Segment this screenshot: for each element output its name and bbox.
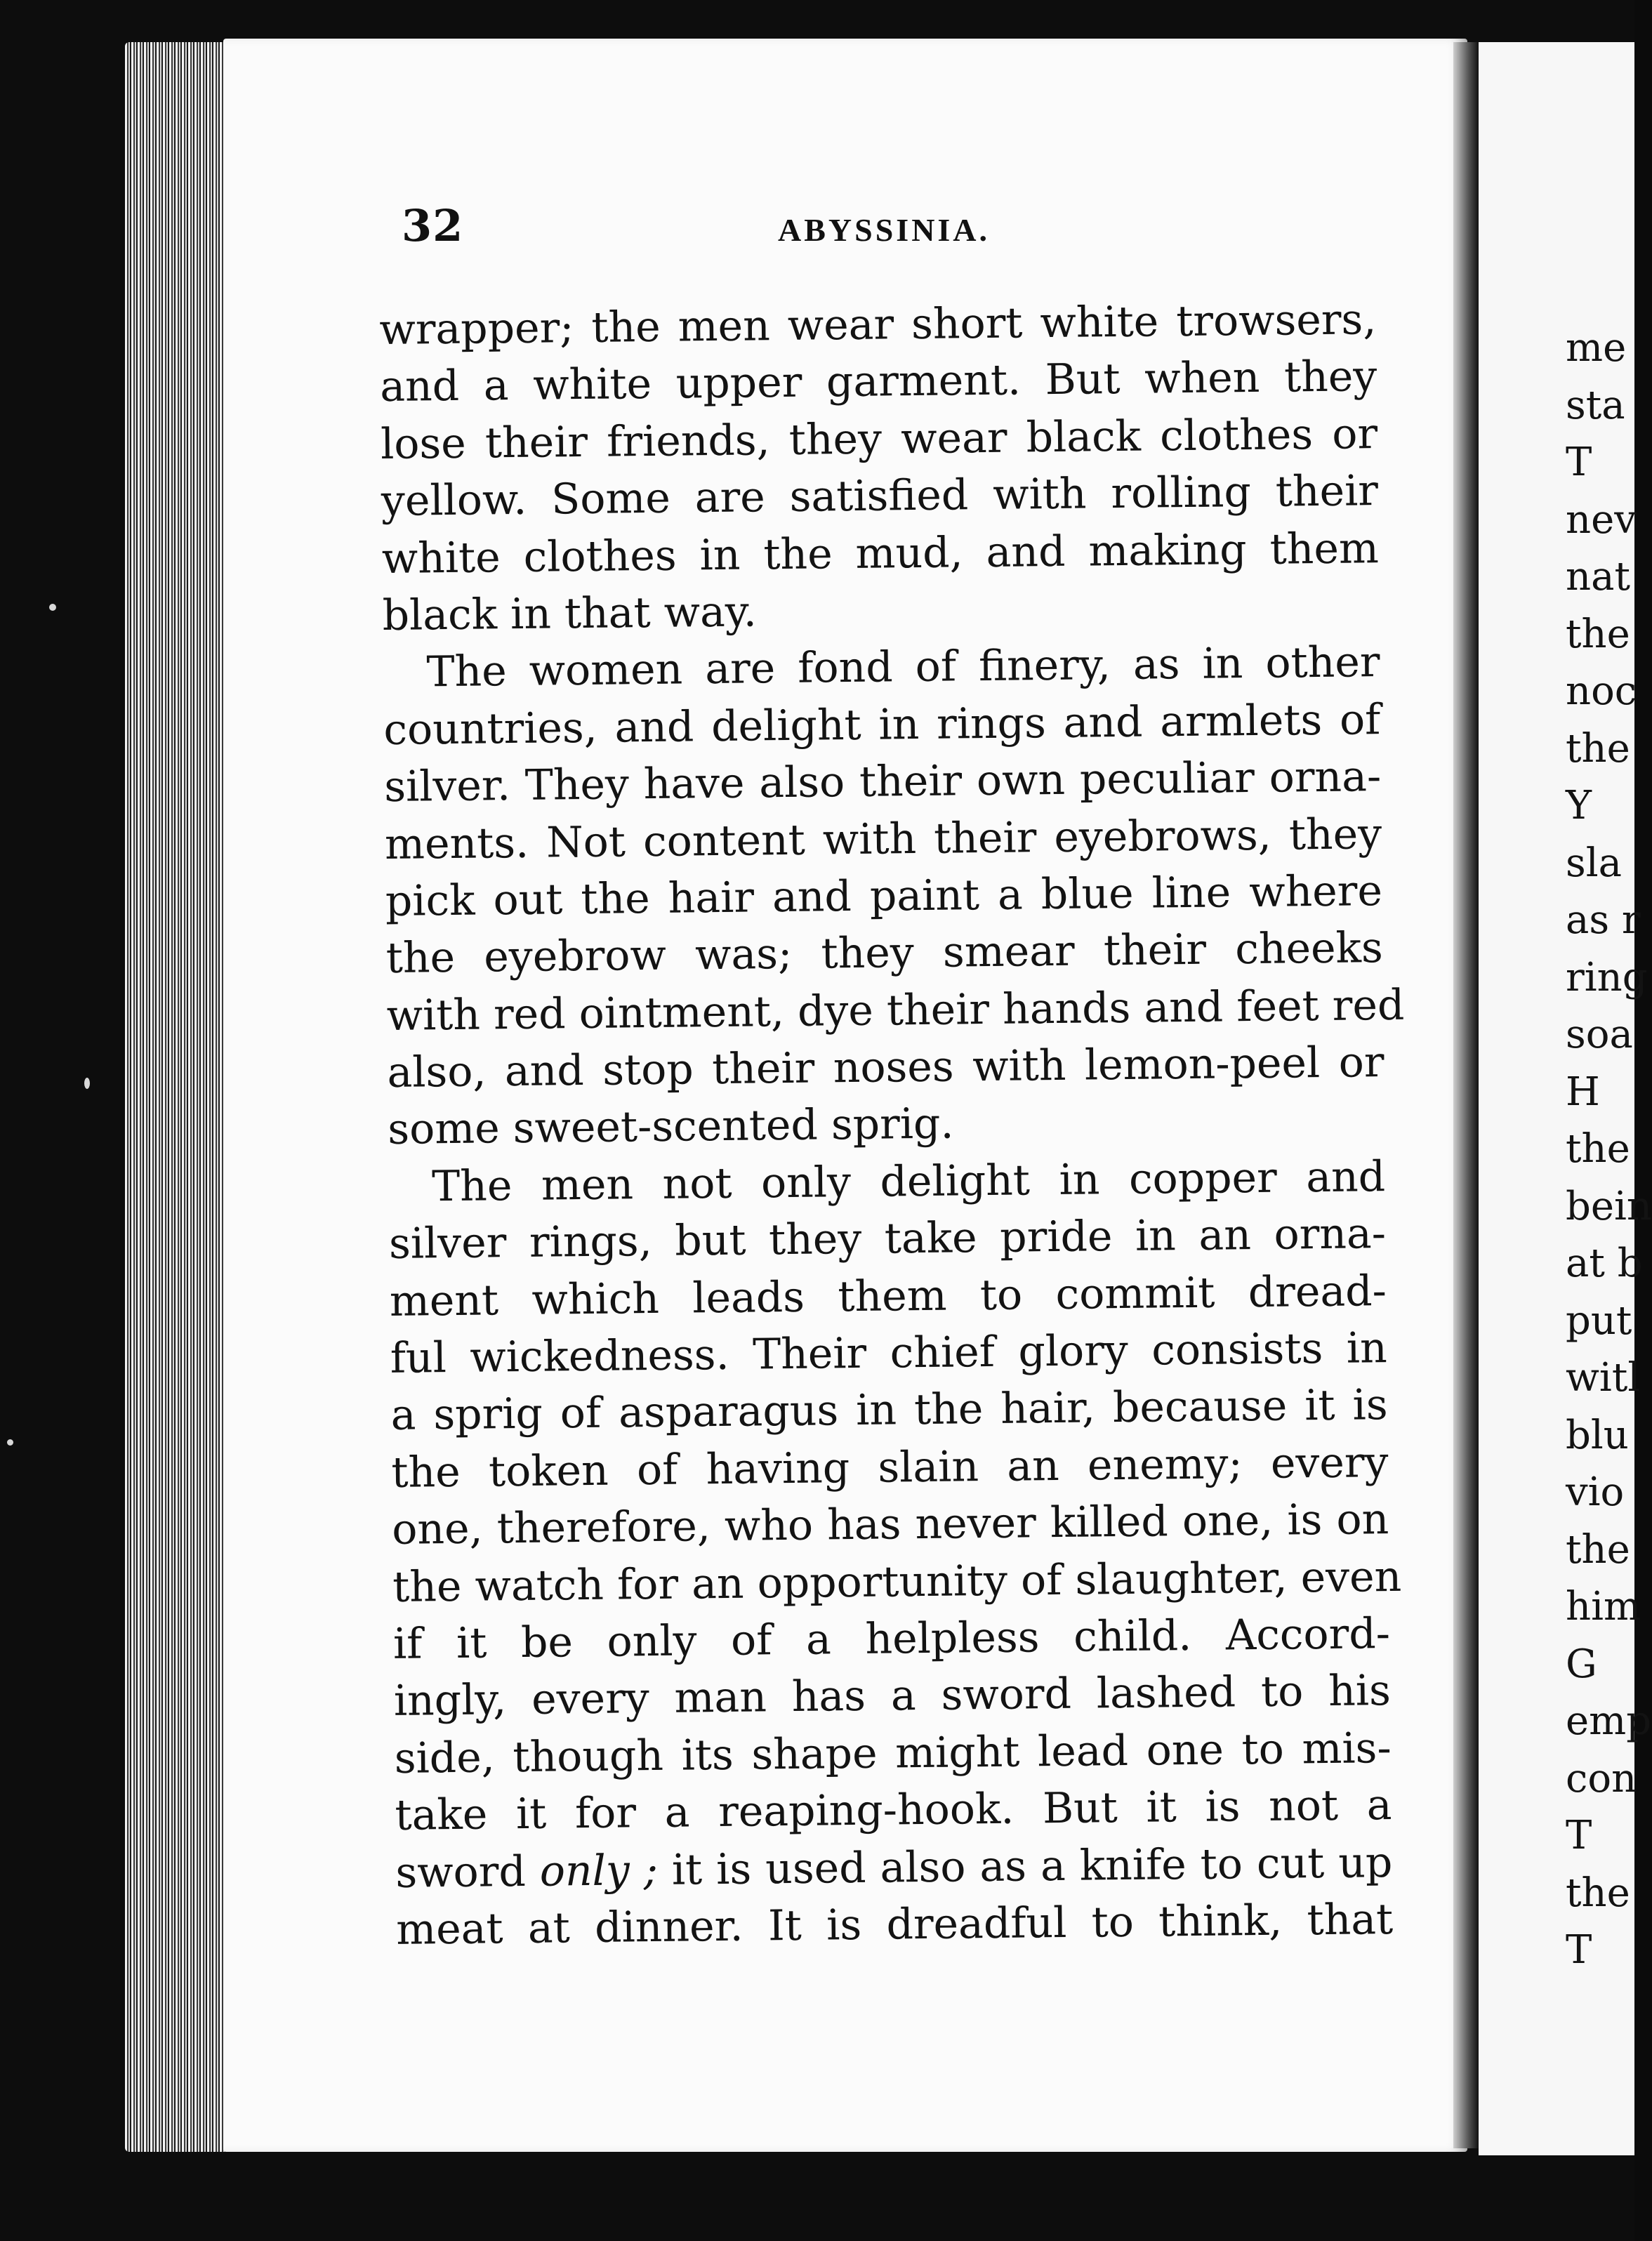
italic-text-run: only ;: [539, 1845, 659, 1896]
text-run: sword: [395, 1846, 541, 1898]
facing-page-fragment: nev: [1566, 496, 1637, 543]
facing-page-fragment: put: [1566, 1297, 1632, 1344]
text-line: meat at dinner. It is dreadful to think, that: [395, 1894, 1394, 1955]
text-run: it is used also as a knife to cut up: [657, 1837, 1393, 1895]
facing-page-fragment: bein: [1566, 1183, 1652, 1229]
text-line: ments. Not content with their eyebrows, they: [384, 809, 1382, 869]
facing-page-fragment: T: [1566, 1927, 1592, 1973]
text-line: lose their friends, they wear black clothes or: [380, 409, 1378, 469]
facing-page-fragment: H: [1566, 1069, 1600, 1115]
text-line: pick out the hair and paint a blue line where: [385, 866, 1383, 926]
text-line: black in that way.: [382, 587, 758, 640]
text-line: The men not only delight in copper and: [431, 1151, 1386, 1212]
facing-page-fragment: emp: [1566, 1698, 1652, 1744]
facing-page-fragment: him: [1566, 1584, 1641, 1629]
text-line: [395, 1835, 1393, 1902]
text-line: white clothes in the mud, and making them: [381, 523, 1380, 583]
text-line: also, and stop their noses with lemon-peel or: [387, 1038, 1385, 1098]
facing-page-fragment: blu: [1566, 1412, 1629, 1458]
text-line: silver rings, but they take pride in an orna-: [388, 1209, 1387, 1269]
facing-page-fragment: witl: [1566, 1355, 1641, 1401]
text-line: with red ointment, dye their hands and feet red: [386, 980, 1405, 1040]
body-text: [379, 291, 1405, 1959]
text-line: the watch for an opportunity of slaughter, even: [392, 1552, 1402, 1612]
text-line: a sprig of asparagus in the hair, because it is: [390, 1380, 1388, 1441]
scan-speck: [7, 1439, 13, 1446]
text-line: take it for a reaping-hook. But it is not a: [395, 1780, 1392, 1841]
running-head: [402, 200, 1441, 256]
scan-speck: [84, 1078, 90, 1089]
text-line: yellow. Some are satisfied with rolling their: [381, 466, 1379, 527]
text-line: ment which leads them to commit dread-: [389, 1266, 1387, 1326]
facing-page-fragment: the: [1566, 611, 1630, 657]
text-line: one, therefore, who has never killed one, is on: [391, 1495, 1389, 1555]
facing-page-fragment: as r: [1566, 897, 1641, 943]
facing-page-fragment: con: [1566, 1755, 1637, 1802]
page-number: 32: [402, 200, 464, 251]
text-line: countries, and delight in rings and armlets of: [383, 694, 1381, 755]
facing-page-fragment: T: [1566, 1813, 1592, 1858]
text-line: wrapper; the men wear short white trowsers,: [379, 295, 1377, 355]
facing-page-fragment: the: [1566, 1526, 1630, 1573]
text-line: ingly, every man has a sword lashed to his: [393, 1666, 1392, 1726]
text-line: side, though its shape might lead one to mis-: [394, 1723, 1392, 1783]
text-line: The women are fond of finery, as in other: [426, 637, 1380, 697]
facing-page-fragment: the: [1566, 1126, 1630, 1172]
text-line: the eyebrow was; they smear their cheeks: [385, 923, 1384, 984]
facing-page-fragment: Y: [1566, 783, 1592, 828]
running-title: ABYSSINIA.: [778, 212, 991, 248]
text-line: and a white upper garment. But when they: [379, 352, 1377, 412]
text-line: if it be only of a helpless child. Accord-: [392, 1609, 1391, 1669]
scan-speck: [49, 604, 56, 611]
facing-page-fragment: me: [1566, 325, 1627, 371]
facing-page-fragment: sta: [1566, 382, 1625, 428]
facing-page-text: [1566, 319, 1652, 1979]
text-line: silver. They have also their own peculiar orna-: [383, 752, 1382, 812]
book-page-edges: [125, 42, 230, 2152]
facing-page-fragment: ring: [1566, 954, 1648, 1000]
facing-page-fragment: T: [1566, 439, 1592, 485]
facing-page-fragment: at b: [1566, 1241, 1643, 1286]
facing-page-fragment: soa: [1566, 1012, 1633, 1057]
facing-page-fragment: the: [1566, 1870, 1630, 1916]
facing-page-fragment: vio: [1566, 1469, 1625, 1515]
text-line: ful wickedness. Their chief glory consists in: [390, 1323, 1388, 1383]
book-gutter: [1453, 42, 1479, 2148]
facing-page-fragment: sla: [1566, 840, 1623, 886]
facing-page-fragment: nat: [1566, 554, 1630, 600]
text-line: some sweet-scented sprig.: [387, 1099, 954, 1155]
facing-page-fragment: G: [1566, 1641, 1597, 1687]
facing-page-fragment: the: [1566, 725, 1630, 772]
facing-page-fragment: noc: [1566, 668, 1637, 714]
text-line: the token of having slain an enemy; every: [391, 1437, 1389, 1498]
